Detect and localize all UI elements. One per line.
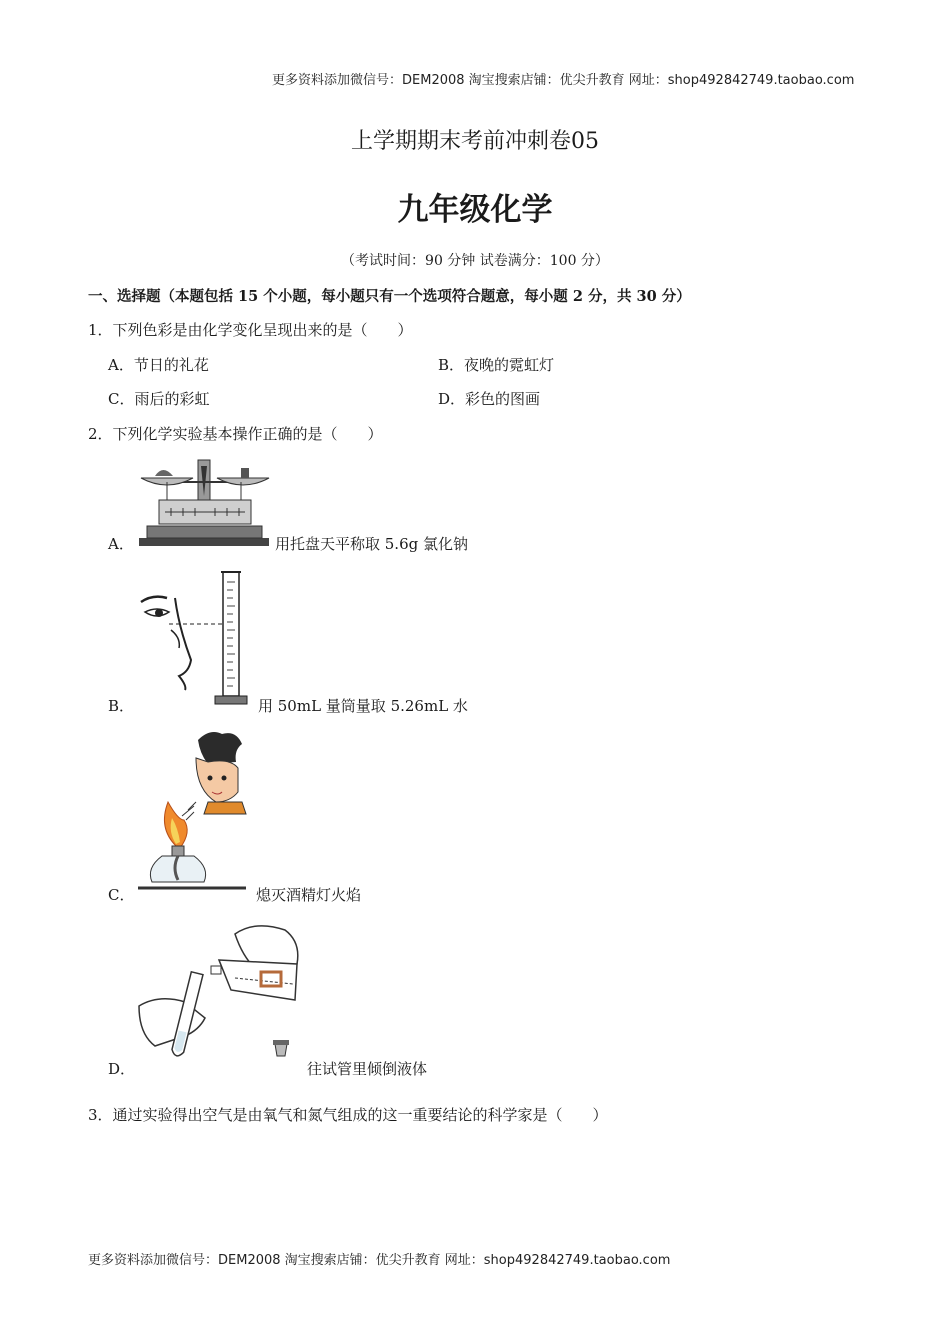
question-2-option-c-text: 熄灭酒精灯火焰 <box>256 886 362 904</box>
question-1-option-d: D．彩色的图画 <box>438 390 541 408</box>
pouring-liquid-figure <box>135 914 305 1074</box>
question-2-option-b-text: 用 50mL 量筒量取 5.26mL 水 <box>258 697 468 715</box>
question-1-stem: 1．下列色彩是由化学变化呈现出来的是（ ） <box>88 321 413 339</box>
alcohol-lamp-figure <box>138 728 253 891</box>
header-promo: 更多资料添加微信号：DEM2008 淘宝搜索店铺：优尖升教育 网址：shop492842749.taobao.com <box>272 73 855 88</box>
question-2-stem: 2．下列化学实验基本操作正确的是（ ） <box>88 425 383 443</box>
balance-scale-figure <box>137 456 272 548</box>
question-1-option-c: C．雨后的彩虹 <box>108 390 210 408</box>
graduated-cylinder-figure <box>135 568 260 710</box>
footer-promo: 更多资料添加微信号：DEM2008 淘宝搜索店铺：优尖升教育 网址：shop492842749.taobao.com <box>88 1253 671 1268</box>
question-2-option-a-text: 用托盘天平称取 5.6g 氯化钠 <box>275 535 468 553</box>
section-heading: 一、选择题（本题包括 15 个小题，每小题只有一个选项符合题意，每小题 2 分，共 30 分） <box>88 288 691 305</box>
question-1-option-a: A．节日的礼花 <box>108 356 209 374</box>
exam-note: （考试时间：90 分钟 试卷满分：100 分） <box>341 253 609 269</box>
question-2-option-d-letter: D． <box>108 1060 136 1078</box>
question-1-option-b: B．夜晚的霓虹灯 <box>438 356 555 374</box>
question-2-option-c-letter: C． <box>108 886 135 904</box>
exam-title: 上学期期末考前冲刺卷05 <box>351 129 599 154</box>
subject-title: 九年级化学 <box>397 192 553 228</box>
question-2-option-b-letter: B． <box>108 697 135 715</box>
question-2-option-d-text: 往试管里倾倒液体 <box>307 1060 428 1078</box>
question-3-stem: 3．通过实验得出空气是由氧气和氮气组成的这一重要结论的科学家是（ ） <box>88 1106 608 1124</box>
question-2-option-a-letter: A． <box>108 535 134 553</box>
